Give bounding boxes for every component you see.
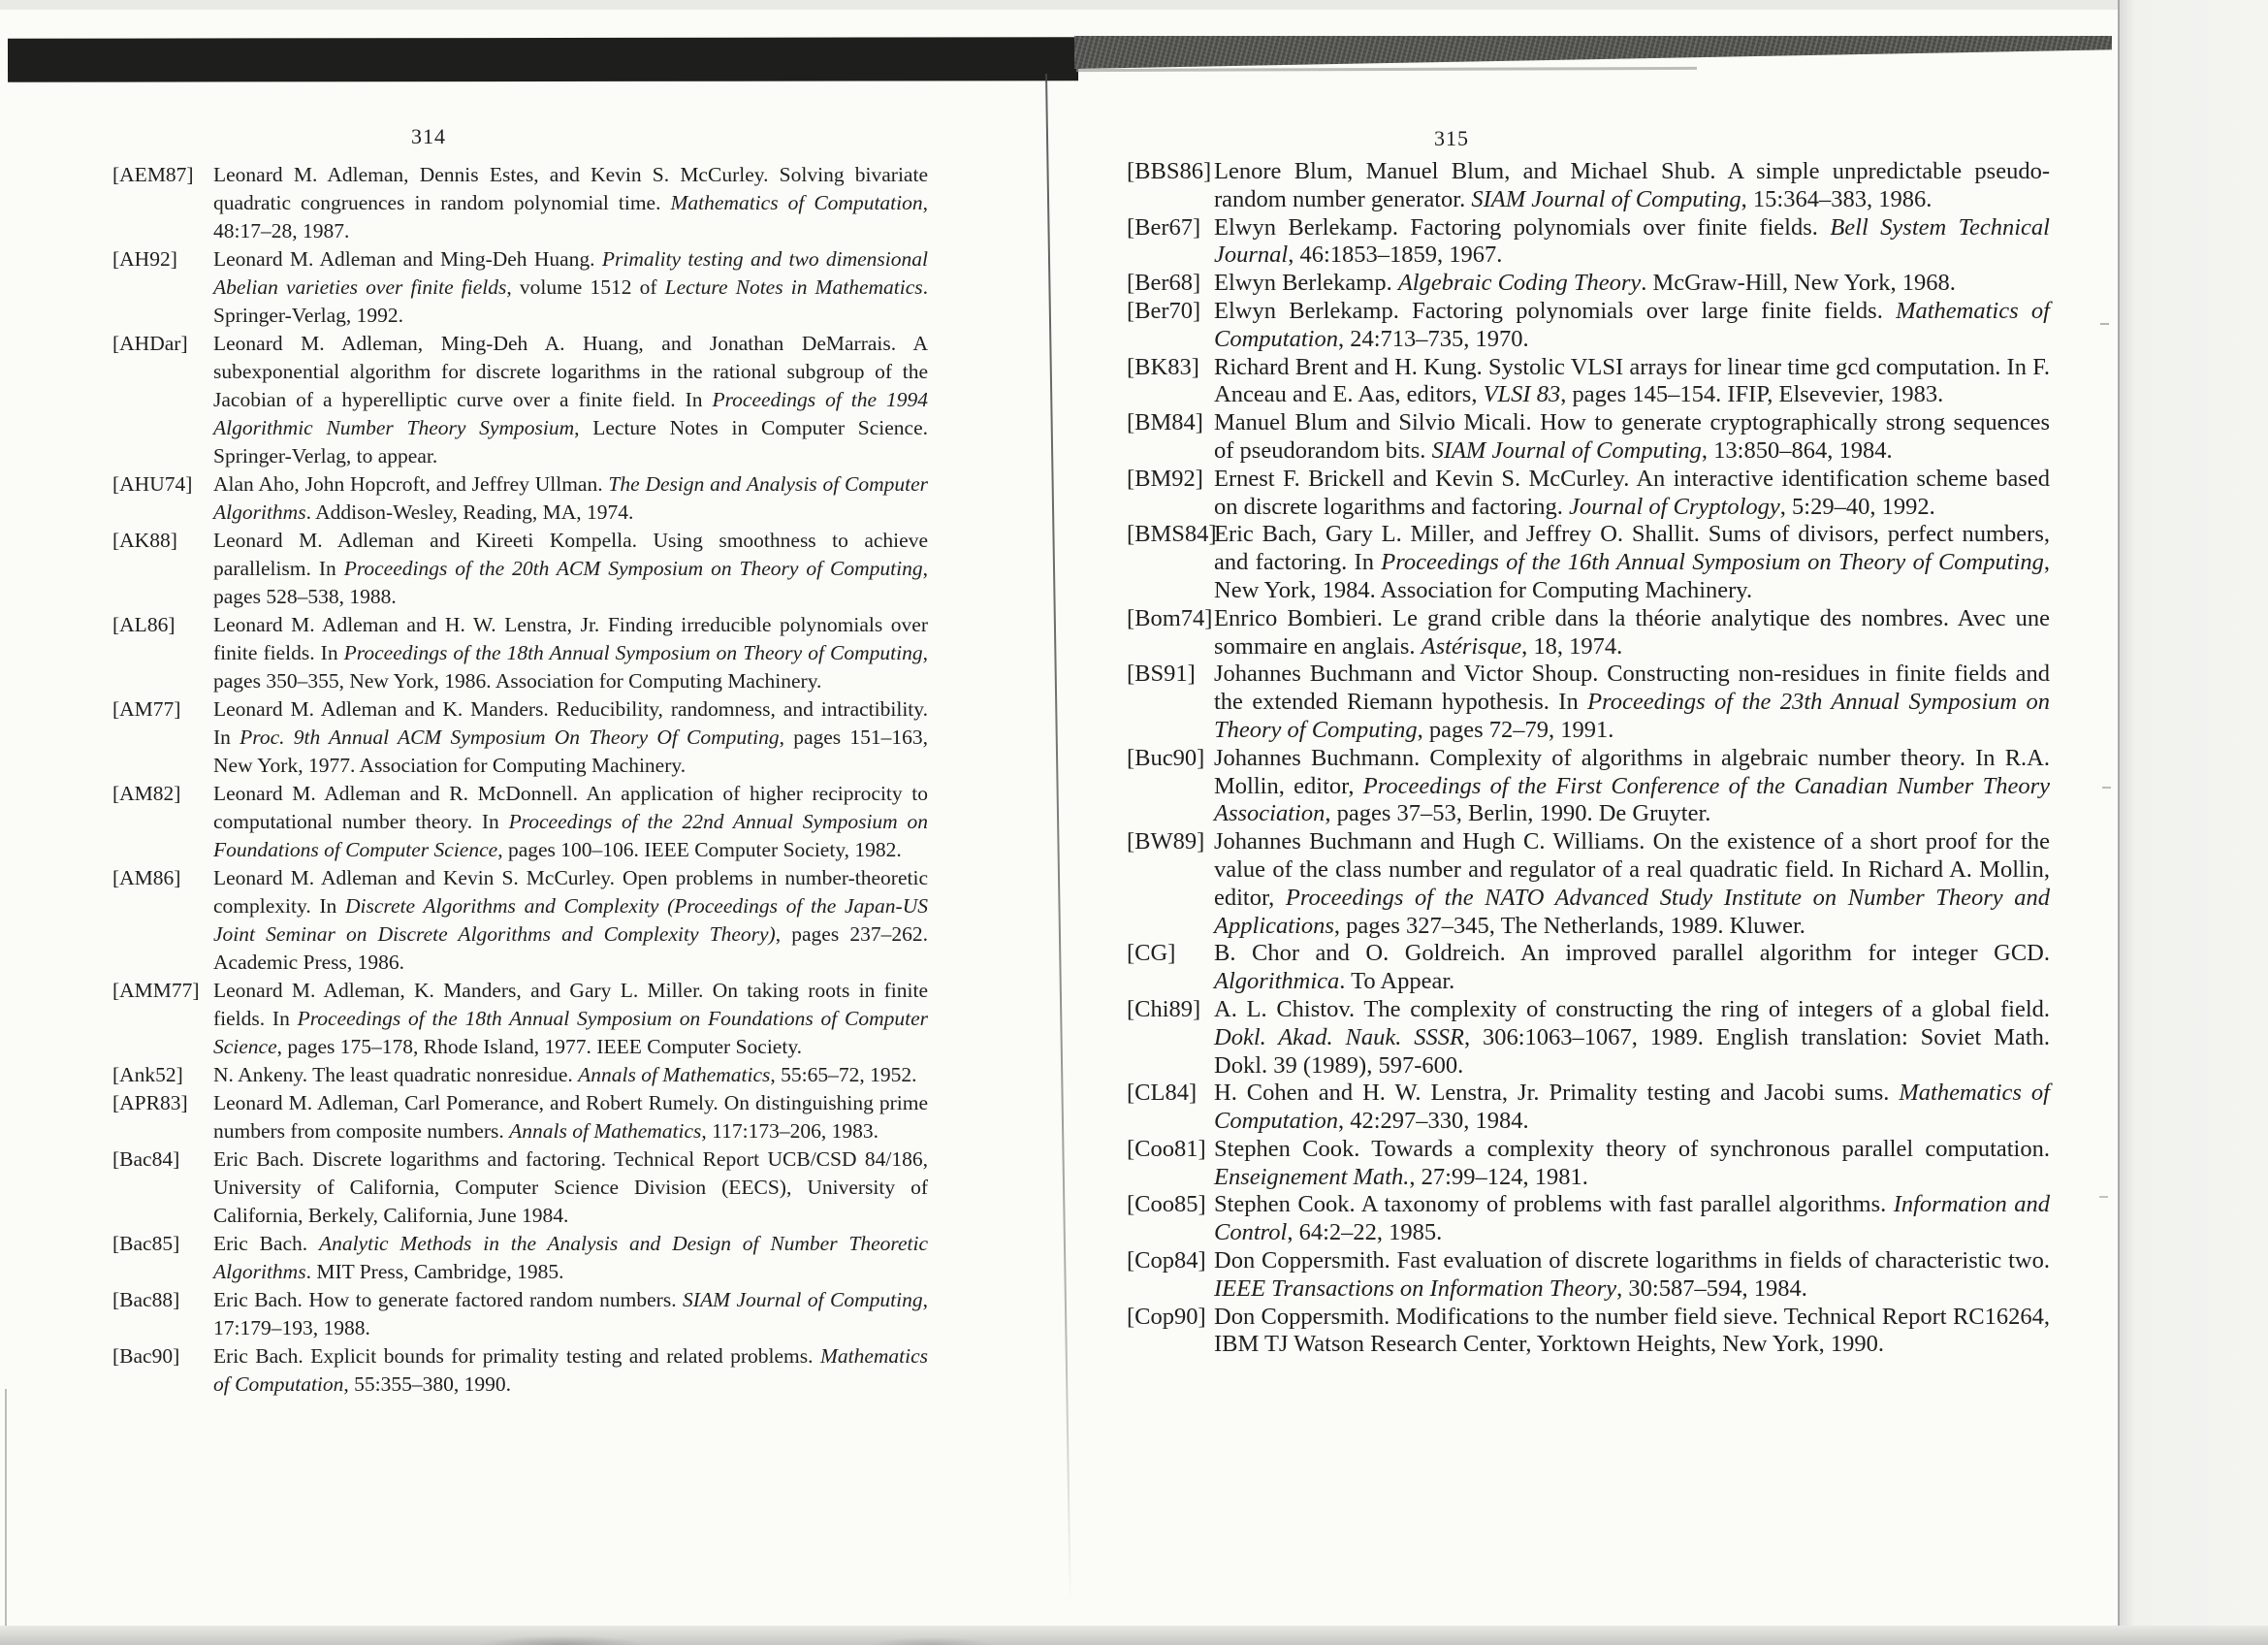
reference-text: Eric Bach. Analytic Methods in the Analysis and Design of Number Theoretic Algorithms. MIT Press, Cambridge, 1985. [213, 1232, 928, 1283]
reference-label: [AM77] [112, 697, 181, 721]
reference-label: [BMS84] [1127, 521, 1217, 548]
reference-entry [1127, 354, 2050, 410]
reference-entry [1127, 745, 2050, 828]
page-right-edge [2118, 0, 2268, 1645]
reference-entry [112, 695, 928, 780]
reference-text: Eric Bach, Gary L. Miller, and Jeffrey O. Shallit. Sums of divisors, perfect numbers, and factoring. In Proceedings of the 16th Annual Symposium on Theory of Computing, New York, 1984. Association for Computing Machinery. [1214, 521, 2050, 603]
reference-label: [Buc90] [1127, 744, 1205, 771]
reference-text: Leonard M. Adleman and Kireeti Kompella. Using smoothness to achieve parallelism. In Proceedings of the 20th ACM Symposium on Theory of Computing, pages 528–538, 1988. [213, 529, 928, 608]
reference-text: Leonard M. Adleman, K. Manders, and Gary L. Miller. On taking roots in finite fields. In Proceedings of the 18th Annual Symposium on Foundations of Computer Science, pages 175–178, Rhode Island, 1977. IEEE Computer Society. [213, 979, 928, 1058]
reference-text: Johannes Buchmann. Complexity of algorithms in algebraic number theory. In R.A. Mollin, editor, Proceedings of the First Conference of the Canadian Number Theory Association, pages 37–53, Berlin, 1990. De Gruyter. [1214, 744, 2051, 827]
reference-text: Eric Bach. How to generate factored random numbers. SIAM Journal of Computing, 17:179–193, 1988. [213, 1288, 928, 1339]
reference-label: [Cop84] [1127, 1247, 1206, 1274]
reference-text: Eric Bach. Discrete logarithms and factoring. Technical Report UCB/CSD 84/186, University of California, Computer Science Division (EECS), University of California, Berkely, California, June 1984. [213, 1147, 928, 1227]
reference-entry [112, 1145, 928, 1230]
reference-entry [112, 527, 928, 611]
reference-label: [Bac88] [112, 1288, 180, 1311]
reference-label: [AM82] [112, 782, 181, 805]
reference-text: Alan Aho, John Hopcroft, and Jeffrey Ullman. The Design and Analysis of Computer Algorithms. Addison-Wesley, Reading, MA, 1974. [213, 472, 928, 524]
reference-text: Johannes Buchmann and Hugh C. Williams. On the existence of a short proof for the value of the class number and regulator of a real quadratic field. In Richard A. Mollin, editor, Proceedings of the NATO Advanced Study Institute on Number Theory and Applications, pages 327–345, The Netherlands, 1989. Kluwer. [1214, 828, 2050, 939]
bottom-shadow-strip [0, 1626, 2268, 1645]
reference-text: Enrico Bombieri. Le grand crible dans la théorie analytique des nombres. Avec une sommaire en anglais. Astérisque, 18, 1974. [1214, 604, 2050, 660]
reference-label: [Bom74] [1127, 604, 1213, 631]
reference-label: [Bac85] [112, 1232, 180, 1255]
top-edge-strip [0, 0, 2268, 10]
reference-label: [AL86] [112, 613, 176, 636]
reference-entry [1127, 298, 2050, 354]
reference-entry [112, 245, 928, 330]
reference-entry [1127, 828, 2050, 940]
reference-label: [Cop90] [1127, 1303, 1206, 1330]
reference-entry [112, 864, 928, 977]
reference-text: Leonard M. Adleman and H. W. Lenstra, Jr. Finding irreducible polynomials over finite fields. In Proceedings of the 18th Annual Symposium on Theory of Computing, pages 350–355, New York, 1986. Association for Computing Machinery. [213, 613, 928, 693]
reference-text: A. L. Chistov. The complexity of constructing the ring of integers of a global field. Dokl. Akad. Nauk. SSSR, 306:1063–1067, 1989. English translation: Soviet Math. Dokl. 39 (1989), 597-600. [1214, 995, 2051, 1079]
reference-entry [112, 780, 928, 864]
reference-text: Elwyn Berlekamp. Algebraic Coding Theory. McGraw-Hill, New York, 1968. [1214, 270, 1956, 297]
reference-entry [1127, 1247, 2050, 1304]
reference-label: [Chi89] [1127, 995, 1201, 1022]
reference-entry [112, 611, 928, 695]
reference-text: Leonard M. Adleman, Carl Pomerance, and Robert Rumely. On distinguishing prime numbers from composite numbers. Annals of Mathematics, 117:173–206, 1983. [213, 1091, 928, 1143]
reference-label: [BS91] [1127, 661, 1196, 688]
reference-text: Stephen Cook. A taxonomy of problems with fast parallel algorithms. Information and Control, 64:2–22, 1985. [1214, 1191, 2050, 1246]
reference-label: [Bac84] [112, 1147, 180, 1171]
reference-text: Lenore Blum, Manuel Blum, and Michael Shub. A simple unpredictable pseudo-random number generator. SIAM Journal of Computing, 15:364–383, 1986. [1214, 158, 2050, 212]
page-gutter-line [1045, 74, 1071, 1604]
reference-entry [1127, 661, 2050, 744]
scan-artifact-dark-bar [8, 37, 1078, 82]
reference-entry [1127, 1191, 2050, 1247]
reference-label: [AMM77] [112, 979, 200, 1002]
page-number-left: 314 [411, 124, 446, 148]
reference-text: H. Cohen and H. W. Lenstra, Jr. Primality testing and Jacobi sums. Mathematics of Computation, 42:297–330, 1984. [1214, 1080, 2050, 1135]
reference-entry [1127, 521, 2050, 604]
reference-text: Leonard M. Adleman, Ming-Deh A. Huang, and Jonathan DeMarrais. A subexponential algorithm for discrete logarithms in the rational subgroup of the Jacobian of a hyperelliptic curve over a finite field. In Proceedings of the 1994 Algorithmic Number Theory Symposium, Lecture Notes in Computer Science. Springer-Verlag, to appear. [213, 332, 928, 468]
reference-label: [BK83] [1127, 353, 1199, 380]
reference-label: [BM92] [1127, 465, 1203, 492]
reference-text: Leonard M. Adleman and R. McDonnell. An application of higher reciprocity to computational number theory. In Proceedings of the 22nd Annual Symposium on Foundations of Computer Science, pages 100–106. IEEE Computer Society, 1982. [213, 782, 928, 861]
reference-entry [1127, 409, 2050, 466]
reference-label: [Ank52] [112, 1063, 183, 1086]
reference-label: [Ber68] [1127, 270, 1201, 297]
reference-entry [112, 1286, 928, 1342]
reference-text: B. Chor and O. Goldreich. An improved parallel algorithm for integer GCD. Algorithmica. To Appear. [1214, 940, 2050, 995]
scan-artifact-bar-shadow [1076, 67, 1697, 72]
reference-label: [AEM87] [112, 163, 194, 186]
reference-text: Ernest F. Brickell and Kevin S. McCurley. An interactive identification scheme based on discrete logarithms and factoring. Journal of Cryptology, 5:29–40, 1992. [1214, 465, 2050, 520]
reference-label: [Bac90] [112, 1344, 180, 1368]
reference-entry [1127, 940, 2050, 996]
reference-entry [112, 1342, 928, 1399]
reference-label: [AK88] [112, 529, 177, 552]
reference-entry [112, 1061, 928, 1089]
reference-text: Manuel Blum and Silvio Micali. How to generate cryptographically strong sequences of pseudorandom bits. SIAM Journal of Computing, 13:850–864, 1984. [1214, 409, 2050, 464]
reference-text: Leonard M. Adleman, Dennis Estes, and Kevin S. McCurley. Solving bivariate quadratic congruences in random polynomial time. Mathematics of Computation, 48:17–28, 1987. [213, 163, 928, 242]
reference-text: Elwyn Berlekamp. Factoring polynomials over finite fields. Bell System Technical Journal, 46:1853–1859, 1967. [1214, 213, 2050, 269]
reference-text: Don Coppersmith. Fast evaluation of discrete logarithms in fields of characteristic two. IEEE Transactions on Information Theory, 30:587–594, 1984. [1214, 1247, 2050, 1302]
reference-label: [BM84] [1127, 409, 1203, 436]
reference-label: [AHDar] [112, 332, 188, 355]
reference-text: Elwyn Berlekamp. Factoring polynomials over large finite fields. Mathematics of Computation, 24:713–735, 1970. [1214, 297, 2050, 352]
reference-text: Stephen Cook. Towards a complexity theory of synchronous parallel computation. Enseignement Math., 27:99–124, 1981. [1214, 1135, 2050, 1190]
reference-entry [1127, 605, 2050, 661]
reference-entry [1127, 1080, 2050, 1136]
reference-entry [1127, 466, 2050, 522]
reference-list-left [112, 161, 928, 1399]
reference-entry [112, 330, 928, 470]
reference-entry [1127, 1136, 2050, 1192]
reference-entry [112, 977, 928, 1061]
reference-entry [1127, 1304, 2050, 1360]
reference-text: Johannes Buchmann and Victor Shoup. Constructing non-residues in finite fields and the extended Riemann hypothesis. In Proceedings of the 23th Annual Symposium on Theory of Computing, pages 72–79, 1991. [1214, 661, 2050, 743]
reference-label: [Coo85] [1127, 1191, 1206, 1218]
reference-label: [APR83] [112, 1091, 188, 1114]
reference-label: [AHU74] [112, 472, 193, 496]
reference-label: [BW89] [1127, 828, 1205, 855]
reference-text: Don Coppersmith. Modifications to the number field sieve. Technical Report RC16264, IBM TJ Watson Research Center, Yorktown Heights, New York, 1990. [1214, 1303, 2050, 1358]
reference-entry [112, 1230, 928, 1286]
reference-entry [1127, 158, 2050, 214]
reference-text: Eric Bach. Explicit bounds for primality testing and related problems. Mathematics of Computation, 55:355–380, 1990. [213, 1344, 928, 1396]
reference-text: Leonard M. Adleman and K. Manders. Reducibility, randomness, and intractibility. In Proc. 9th Annual ACM Symposium On Theory Of Computing, pages 151–163, New York, 1977. Association for Computing Machinery. [213, 697, 929, 777]
reference-entry [1127, 270, 2050, 298]
page-edge-specks [2100, 323, 2109, 325]
reference-text: Leonard M. Adleman and Ming-Deh Huang. Primality testing and two dimensional Abelian varieties over finite fields, volume 1512 of Lecture Notes in Mathematics. Springer-Verlag, 1992. [213, 247, 928, 327]
scan-artifact-gray-bar [1074, 36, 2112, 69]
reference-text: Richard Brent and H. Kung. Systolic VLSI arrays for linear time gcd computation. In F. Anceau and E. Aas, editors, VLSI 83, pages 145–154. IFIP, Elsevevier, 1983. [1214, 353, 2050, 408]
reference-entry [112, 1089, 928, 1145]
reference-label: [Ber67] [1127, 213, 1201, 241]
reference-entry [1127, 214, 2050, 271]
page-number-right: 315 [1434, 126, 1469, 150]
reference-label: [CG] [1127, 940, 1176, 967]
reference-label: [Ber70] [1127, 297, 1201, 324]
reference-entry [112, 470, 928, 527]
reference-label: [Coo81] [1127, 1135, 1206, 1162]
left-edge-line [5, 1389, 7, 1629]
reference-entry [1127, 996, 2050, 1080]
reference-label: [CL84] [1127, 1080, 1198, 1107]
reference-list-right [1127, 158, 2050, 1359]
reference-text: N. Ankeny. The least quadratic nonresidue. Annals of Mathematics, 55:65–72, 1952. [213, 1063, 917, 1086]
reference-label: [AM86] [112, 866, 181, 889]
reference-entry [112, 161, 928, 245]
reference-text: Leonard M. Adleman and Kevin S. McCurley. Open problems in number-theoretic complexity. In Discrete Algorithms and Complexity (Proceedings of the Japan-US Joint Seminar on Discrete Algorithms and Complexity Theory), pages 237–262. Academic Press, 1986. [213, 866, 928, 974]
reference-label: [BBS86] [1127, 158, 1212, 184]
reference-label: [AH92] [112, 247, 177, 271]
